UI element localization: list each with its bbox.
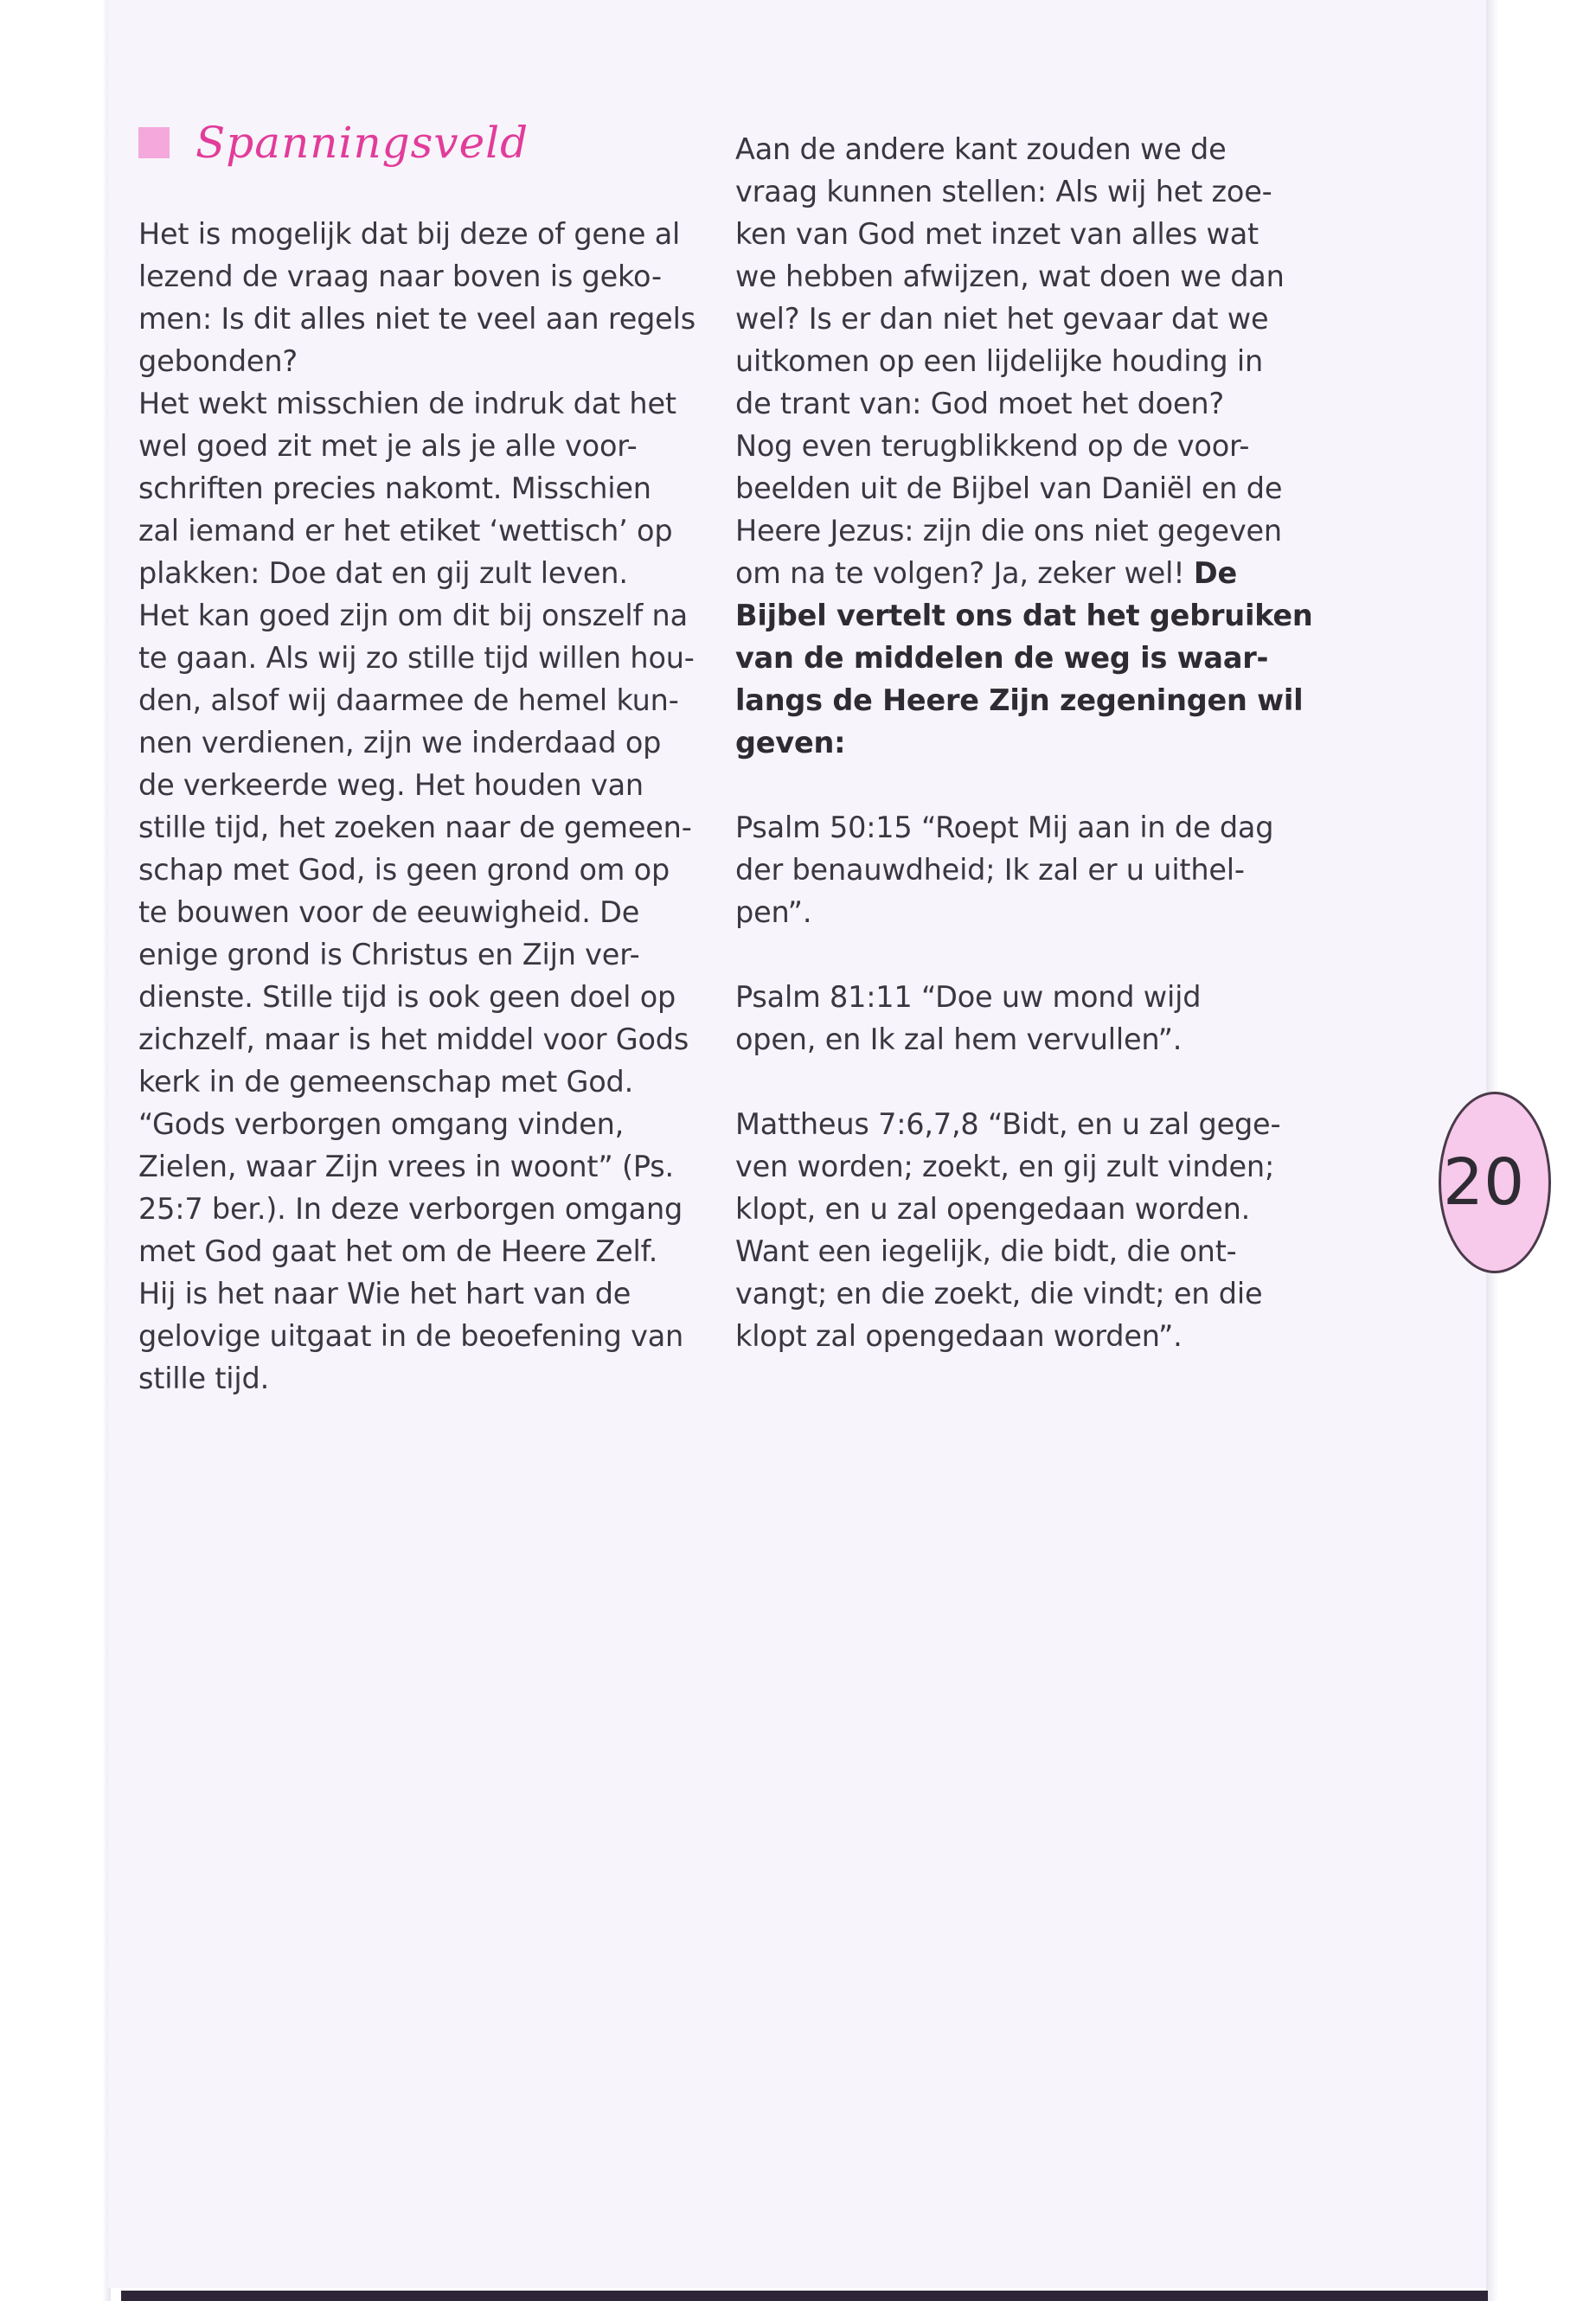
text-line: “Gods verborgen omgang vinden, <box>138 1107 625 1141</box>
text-line: te gaan. Als wij zo stille tijd willen hou- <box>138 641 695 675</box>
text-line: beelden uit de Bijbel van Daniël en de <box>735 471 1283 505</box>
quote-line: klopt, en u zal opengedaan worden. <box>735 1192 1251 1226</box>
text-line: wel? Is er dan niet het gevaar dat we <box>735 302 1269 336</box>
quote-line: open, en Ik zal hem vervullen”. <box>735 1022 1183 1056</box>
text-line: Nog even terugblikkend op de voor- <box>735 429 1250 463</box>
text-line: kerk in de gemeenschap met God. <box>138 1065 634 1099</box>
paragraph-gap <box>735 1061 1324 1103</box>
text-line: Het kan goed zijn om dit bij onszelf na <box>138 599 688 632</box>
text-line: schap met God, is geen grond om op <box>138 853 670 887</box>
page-number: 20 <box>1443 1145 1525 1220</box>
quote-line: ven worden; zoekt, en gij zult vinden; <box>735 1150 1275 1183</box>
bold-line: geven: <box>735 726 846 760</box>
text-line: gebonden? <box>138 344 298 378</box>
text-line: Aan de andere kant zouden we de <box>735 132 1227 166</box>
text-line: Hij is het naar Wie het hart van de <box>138 1277 631 1311</box>
text-line: Zielen, waar Zijn vrees in woont” (Ps. <box>138 1150 674 1183</box>
left-column <box>138 213 695 1400</box>
mixed-line-regular: om na te volgen? Ja, zeker wel! <box>735 556 1194 590</box>
quote-line: Psalm 81:11 “Doe uw mond wijd <box>735 980 1202 1014</box>
mixed-line-bold: De <box>1193 556 1238 590</box>
text-line: wel goed zit met je als je alle voor- <box>138 429 638 463</box>
right-column <box>735 128 1324 1357</box>
page-number-badge <box>1339 1081 1525 1289</box>
text-line: men: Is dit alles niet te veel aan regels <box>138 302 695 336</box>
bold-line: Bijbel vertelt ons dat het gebruiken <box>735 599 1313 632</box>
text-line: vraag kunnen stellen: Als wij het zoe- <box>735 175 1272 208</box>
section-heading <box>138 112 529 173</box>
text-line: gelovige uitgaat in de beoefening van <box>138 1319 684 1353</box>
text-line: ken van God met inzet van alles wat <box>735 217 1259 251</box>
text-line: zichzelf, maar is het middel voor Gods <box>138 1022 689 1056</box>
text-line: we hebben afwijzen, wat doen we dan <box>735 260 1285 293</box>
bottom-edge <box>121 2291 1488 2301</box>
text-line: de verkeerde weg. Het houden van <box>138 768 644 802</box>
paragraph-gap <box>735 933 1324 976</box>
quote-line: Mattheus 7:6,7,8 “Bidt, en u zal gege- <box>735 1107 1281 1141</box>
heading-title: Spanningsveld <box>195 118 529 168</box>
text-line: de trant van: God moet het doen? <box>735 387 1224 420</box>
text-line: Het is mogelijk dat bij deze of gene al <box>138 217 681 251</box>
quote-line: vangt; en die zoekt, die vindt; en die <box>735 1277 1263 1311</box>
text-line: Heere Jezus: zijn die ons niet gegeven <box>735 514 1282 548</box>
bold-line: langs de Heere Zijn zegeningen wil <box>735 683 1304 717</box>
text-line: stille tijd. <box>138 1362 270 1395</box>
text-line: zal iemand er het etiket ‘wettisch’ op <box>138 514 673 548</box>
text-line: met God gaat het om de Heere Zelf. <box>138 1234 658 1268</box>
quote-line: klopt zal opengedaan worden”. <box>735 1319 1183 1353</box>
text-line: schriften precies nakomt. Misschien <box>138 471 651 505</box>
quote-line: der benauwdheid; Ik zal er u uithel- <box>735 853 1245 887</box>
quote-line: Psalm 50:15 “Roept Mij aan in de dag <box>735 811 1274 844</box>
mixed-line <box>735 552 1324 594</box>
text-line: den, alsof wij daarmee de hemel kun- <box>138 683 679 717</box>
bold-line: van de middelen de weg is waar- <box>735 641 1269 675</box>
text-line: uitkomen op een lijdelijke houding in <box>735 344 1264 378</box>
text-line: stille tijd, het zoeken naar de gemeen- <box>138 811 692 844</box>
text-line: 25:7 ber.). In deze verborgen omgang <box>138 1192 683 1226</box>
text-line: enige grond is Christus en Zijn ver- <box>138 938 640 971</box>
text-line: nen verdienen, zijn we inderdaad op <box>138 726 662 760</box>
quote-line: pen”. <box>735 895 812 929</box>
pink-square-icon <box>138 127 170 158</box>
text-line: lezend de vraag naar boven is geko- <box>138 260 662 293</box>
text-line: te bouwen voor de eeuwigheid. De <box>138 895 640 929</box>
text-line: dienste. Stille tijd is ook geen doel op <box>138 980 676 1014</box>
paragraph-gap <box>735 764 1324 806</box>
text-line: Het wekt misschien de indruk dat het <box>138 387 676 420</box>
quote-line: Want een iegelijk, die bidt, die ont- <box>735 1234 1237 1268</box>
text-line: plakken: Doe dat en gij zult leven. <box>138 556 628 590</box>
